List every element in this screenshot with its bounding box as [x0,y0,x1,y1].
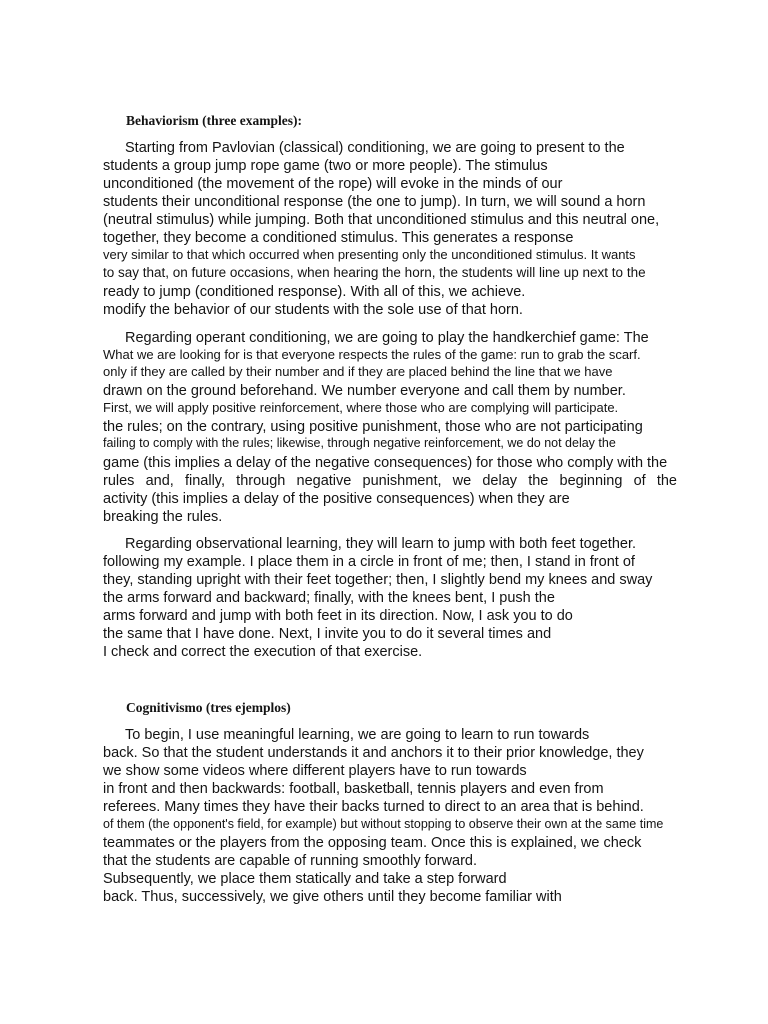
text-line: Subsequently, we place them statically and take a step forward [103,871,507,887]
text-line: only if they are called by their number and if they are placed behind the line that we have [103,364,613,379]
text-line: What we are looking for is that everyone respects the rules of the game: run to grab the scarf. [103,347,641,362]
text-line: failing to comply with the rules; likewise, through negative reinforcement, we do not delay the [103,436,616,450]
section-heading: Behaviorism (three examples): [126,113,302,128]
text-line: in front and then backwards: football, basketball, tennis players and even from [103,781,604,797]
text-line: rules and, finally, through negative punishment, we delay the beginning of the [103,473,677,489]
text-line: teammates or the players from the opposing team. Once this is explained, we check [103,835,642,851]
text-line: activity (this implies a delay of the positive consequences) when they are [103,491,570,507]
text-line: unconditioned (the movement of the rope) will evoke in the minds of our [103,176,563,192]
text-line: Regarding observational learning, they will learn to jump with both feet together. [125,536,637,552]
text-line: Regarding operant conditioning, we are going to play the handkerchief game: The [125,330,649,346]
text-line: we show some videos where different players have to run towards [103,763,527,779]
text-line: modify the behavior of our students with the sole use of that horn. [103,302,523,318]
text-line: that the students are capable of running smoothly forward. [103,853,477,869]
text-line: Starting from Pavlovian (classical) conditioning, we are going to present to the [125,140,625,156]
text-line: the rules; on the contrary, using positive punishment, those who are not participating [103,419,643,435]
text-line: arms forward and jump with both feet in its direction. Now, I ask you to do [103,608,573,624]
text-line: together, they become a conditioned stimulus. This generates a response [103,230,574,246]
section-heading: Cognitivismo (tres ejemplos) [126,700,291,715]
text-line: students their unconditional response (the one to jump). In turn, we will sound a horn [103,194,646,210]
text-line: game (this implies a delay of the negative consequences) for those who comply with the [103,455,668,471]
text-line: referees. Many times they have their backs turned to direct to an area that is behind. [103,799,644,815]
text-line: back. Thus, successively, we give others until they become familiar with [103,889,562,905]
text-line: To begin, I use meaningful learning, we are going to learn to run towards [125,727,590,743]
text-line: breaking the rules. [103,509,223,525]
text-line: very similar to that which occurred when presenting only the unconditioned stimulus. It wants [103,247,636,262]
text-line: the same that I have done. Next, I invite you to do it several times and [103,626,552,642]
text-line: (neutral stimulus) while jumping. Both that unconditioned stimulus and this neutral one, [103,212,660,228]
text-line: they, standing upright with their feet together; then, I slightly bend my knees and sway [103,572,653,588]
text-line: drawn on the ground beforehand. We number everyone and call them by number. [103,383,626,399]
text-line: to say that, on future occasions, when hearing the horn, the students will line up next to the [103,265,646,280]
text-line: students a group jump rope game (two or more people). The stimulus [103,158,548,174]
text-line: back. So that the student understands it and anchors it to their prior knowledge, they [103,745,644,761]
text-line: I check and correct the execution of that exercise. [103,644,423,660]
text-line: First, we will apply positive reinforcement, where those who are complying will participate. [103,400,619,415]
text-line: ready to jump (conditioned response). With all of this, we achieve. [103,284,526,300]
text-line: following my example. I place them in a circle in front of me; then, I stand in front of [103,554,635,570]
text-line: the arms forward and backward; finally, with the knees bent, I push the [103,590,555,606]
text-line: of them (the opponent's field, for example) but without stopping to observe their own at the same time [103,817,664,831]
